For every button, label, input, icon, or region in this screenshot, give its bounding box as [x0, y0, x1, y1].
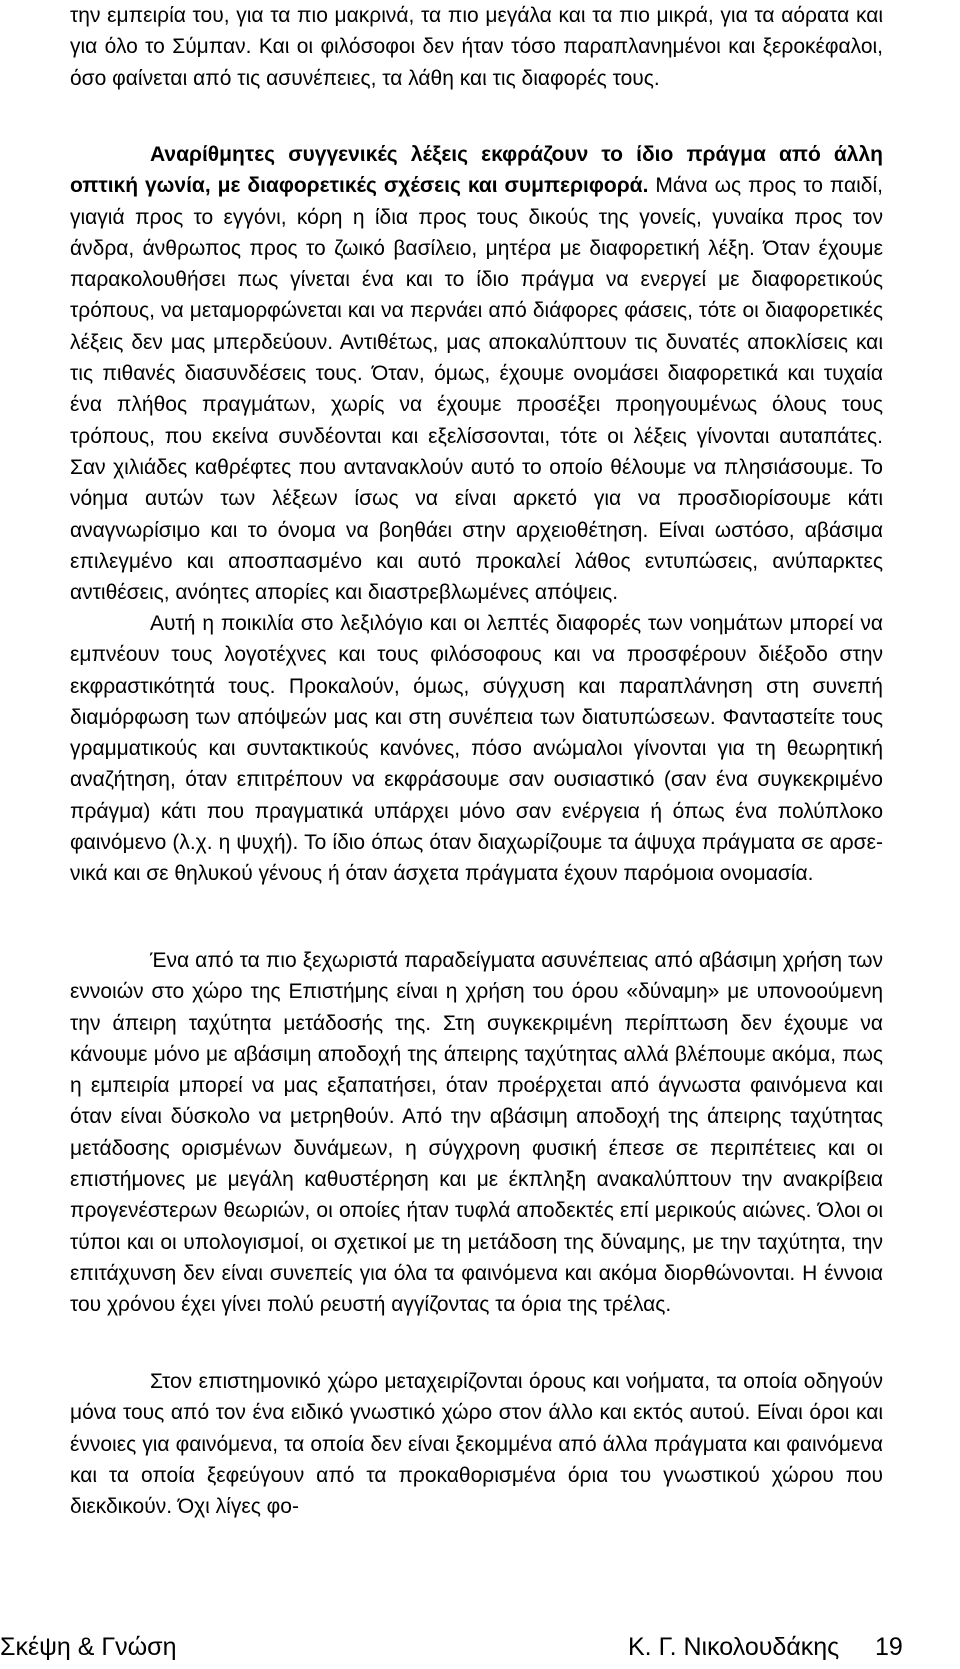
page-number: 19 — [875, 1633, 903, 1661]
paragraph-4: Ένα από τα πιο ξεχωριστά παραδείγματα ασυνέπειας από αβάσιμη χρήση των εννοιών στο χώρο της Επιστήμης είναι η χρήση του όρου «δύναμη» με υπονοούμενη την άπειρη ταχύτητα μετάδοσής της. Στη συγκεκριμένη περίπτωση δεν έχουμε να κάνουμε μόνο με αβάσιμη αποδοχή της άπειρης ταχύτητας αλλά βλέπουμε ακόμα, πως η εμπειρία μπορεί να μας εξαπατήσει, όταν προέρχεται από άγνωστα φαινόμενα και όταν είναι δύσκολο να μετρηθούν. Από την αβάσιμη αποδοχή της άπειρης ταχύτητας μετάδοσης ορισμένων δυνάμεων, η σύγχρονη φυσική έπεσε σε περιπέτειες και οι επιστήμονες με μεγάλη καθυστέρηση και με έκπληξη ανακαλύπτουν την ανακρίβεια προγενέστερων θεωριών, οι οποίες ήταν τυφλά αποδεκτές επί μερικούς αιώνες. Όλοι οι τύποι και οι υπολογισμοί, οι σχετικοί με τη μετάδοση της δύναμης, με την ταχύτητα, την επιτάχυνση δεν είναι συνεπείς για όλα τα φαινόμενα και ακόμα διορθώνονται. Η έννοια του χρόνου έχει γίνει πολύ ρευστή αγγίζοντας τα όρια της τρέλας. — [70, 949, 883, 1317]
footer-author: Κ. Γ. Νικολουδάκης — [628, 1633, 840, 1661]
paragraph-2-text: Μάνα ως προς το παιδί, γιαγιά προς το εγγόνι, κόρη η ίδια προς τους δικούς της γονείς, γυναίκα προς τον άνδρα, άνθρωπος προς το ζωικό βασίλειο, μητέρα με διαφορετική λέξη. Όταν έχουμε παρακολουθήσει πως γίνεται ένα και το ίδιο πράγμα να ενεργεί με διαφορετικούς τρόπους, να μεταμορφώνεται και να περνάει από διάφορες φάσεις, τότε οι διαφορετικές λέξεις δεν μας μπερδεύουν. Αντιθέτως, μας αποκαλύπτουν τις δυνατές αποκλίσεις και τις πιθανές διασυνδέσεις τους. Όταν, όμως, έχουμε ονομάσει διαφορετικά και τυχαία ένα πλήθος πραγμάτων, χωρίς να έχουμε προσέξει προηγουμένως όλους τους τρόπους, που εκείνα συνδέονται και εξελίσσονται, τότε οι λέξεις γίνονται αυταπάτες. Σαν χιλιάδες καθρέφτες που αντανακλούν αυτό το οποίο θέλουμε να πλησιάσουμε. Το νόημα αυτών των λέξεων ίσως να είναι αρκετό για να προσδιορίσουμε κάτι αναγνωρίσιμο και το όνομα να βοηθάει στην αρχειοθέτηση. Είναι ωστόσο, αβάσιμα επιλεγμένο και αποσπασμένο και αυτό προκαλεί λάθος εντυπώσεις, ανύπαρκτες αντιθέσεις, ανόητες απορίες και διαστρεβλωμένες απόψεις. — [70, 174, 883, 605]
paragraph-3-block — [70, 608, 883, 890]
footer-series-title: Σκέψη & Γνώση — [0, 1633, 177, 1661]
paragraph-1: την εμπειρία του, για τα πιο μακρινά, τα πιο μεγάλα και τα πιο μικρά, για τα αόρατα και για όλο το Σύμπαν. Και οι φιλόσοφοι δεν ήταν τόσο παραπλανημένοι και ξεροκέφαλοι, όσο φαίνεται από τις ασυνέπειες, τα λάθη και τις διαφορές τους. — [70, 4, 883, 90]
paragraph-2-bold-lead: Αναρίθμητες συγγενικές λέξεις εκφράζουν το ίδιο πράγμα από άλλη οπτική γωνία, με διαφορετικές σχέσεις και συμπεριφορά. — [70, 143, 883, 198]
paragraph-1-block — [70, 0, 883, 94]
paragraph-5: Στον επιστημονικό χώρο μεταχειρίζονται όρους και νοήματα, τα οποία οδηγούν μόνα τους από τον ένα ειδικό γνωστικό χώρο στον άλλο και εκτός αυτού. Είναι όροι και έννοιες για φαινόμενα, τα οποία δεν είναι ξεκομμένα από άλλα πράγματα και φαινόμενα και τα οποία ξεφεύγουν από τα προκαθορισμένα όρια του γνωστικού χώρου που διεκδικούν. Όχι λίγες φο- — [70, 1370, 883, 1519]
paragraph-4-block — [70, 945, 883, 1321]
paragraph-2-block — [70, 139, 883, 608]
paragraph-5-block — [70, 1366, 883, 1522]
paragraph-2 — [70, 139, 883, 608]
paragraph-3: Αυτή η ποικιλία στο λεξιλόγιο και οι λεπτές διαφορές των νοημάτων μπορεί να εμπνέουν τους λογοτέχνες και τους φιλόσοφους και να προσφέρουν διέξοδο στην εκφραστικότητά τους. Προκαλούν, όμως, σύγχυση και παραπλάνηση στη συνεπή διαμόρφωση των απόψεών μας και στη συνέπεια των διατυπώσεων. Φανταστείτε τους γραμματικούς και συντακτικούς κανόνες, πόσο ανώμαλοι γίνονται για τη θεωρητική αναζήτηση, όταν επιτρέπουν να εκφράσουμε σαν ουσιαστικό (σαν ένα συγκεκριμένο πράγμα) κάτι που πραγματικά υπάρχει μόνο σαν ενέργεια ή όπως ένα πολύπλοκο φαινόμενο (λ.χ. η ψυχή). Το ίδιο όπως όταν διαχωρίζουμε τα άψυχα πράγματα σε αρσενικά και σε θηλυκού γένους ή όταν άσχετα πράγματα έχουν παρόμοια ονομασία. — [70, 612, 883, 886]
page-footer — [0, 1631, 960, 1667]
